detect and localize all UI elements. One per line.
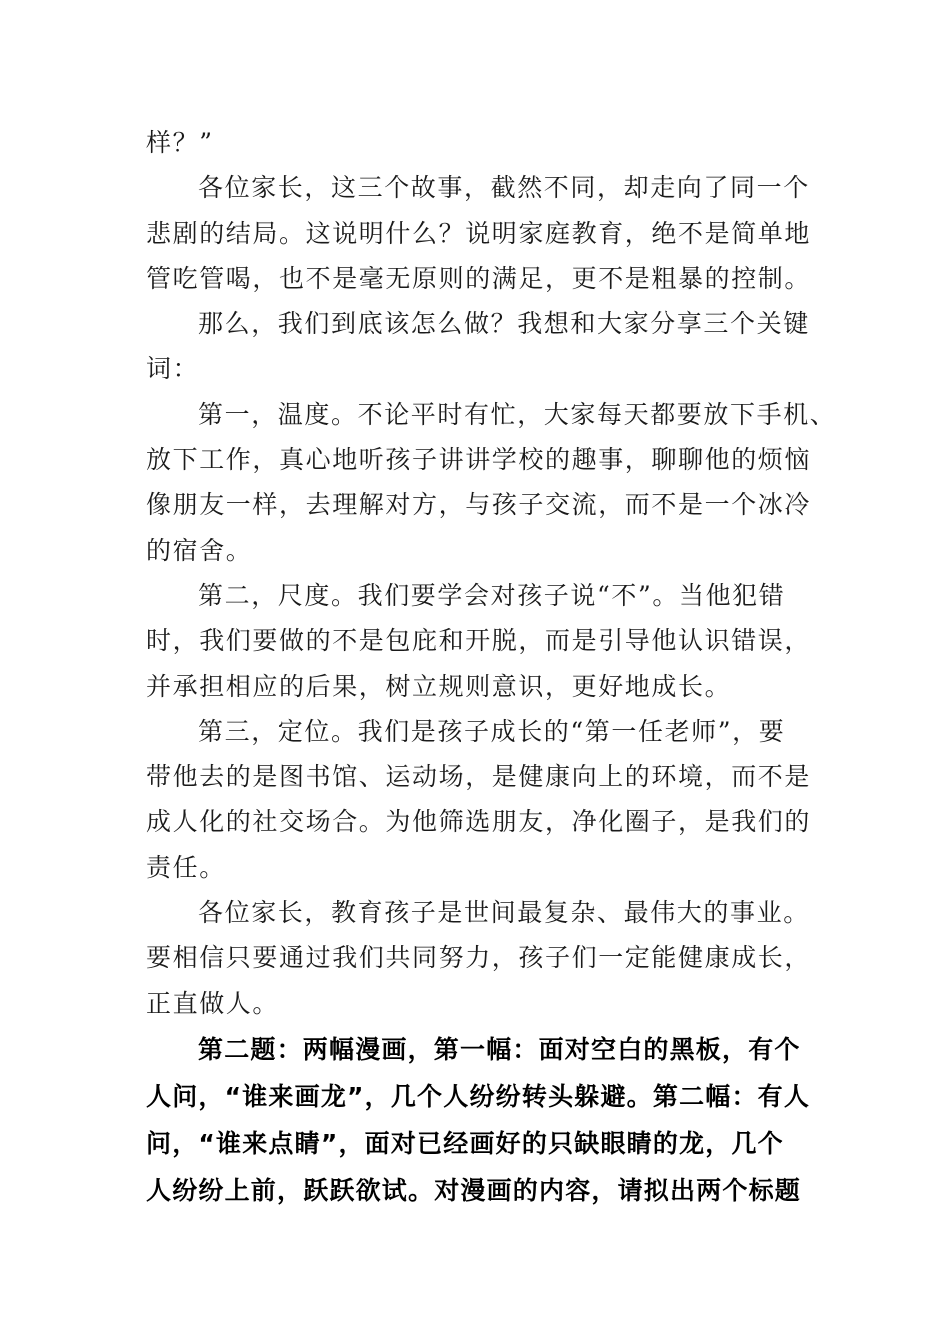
body-text-line: 正直做人。 <box>146 988 280 1018</box>
body-text-line: 时，我们要做的不是包庇和开脱，而是引导他认识错误， <box>146 626 812 656</box>
body-text-line: 各位家长，教育孩子是世间最复杂、最伟大的事业。 <box>198 898 810 928</box>
body-text-line: 带他去的是图书馆、运动场，是健康向上的环境，而不是 <box>146 762 812 792</box>
body-text-line: 放下工作，真心地听孩子讲讲学校的趣事，聊聊他的烦恼 <box>146 445 812 475</box>
body-text-line: 责任。 <box>146 852 226 882</box>
body-text-line: 的宿舍。 <box>146 535 253 565</box>
body-text-line: 管吃管喝，也不是毫无原则的满足，更不是粗暴的控制。 <box>146 263 812 293</box>
question-text-line: 问，“谁来点睛”，面对已经画好的只缺眼睛的龙，几个 <box>146 1128 784 1158</box>
body-text-line: 那么，我们到底该怎么做？我想和大家分享三个关键 <box>198 309 810 339</box>
question-text-line: 第二题：两幅漫画，第一幅：面对空白的黑板，有个 <box>198 1034 801 1064</box>
body-text-line: 第三，定位。我们是孩子成长的“第一任老师”，要 <box>198 716 786 746</box>
question-text-line: 人纷纷上前，跃跃欲试。对漫画的内容，请拟出两个标题 <box>146 1175 802 1205</box>
body-text-line: 样？” <box>146 128 214 157</box>
body-text-line: 第二，尺度。我们要学会对孩子说“不”。当他犯错 <box>198 580 786 610</box>
body-text-line: 要相信只要通过我们共同努力，孩子们一定能健康成长， <box>146 943 812 973</box>
body-text-line: 各位家长，这三个故事，截然不同，却走向了同一个 <box>198 173 810 203</box>
body-text-line: 并承担相应的后果，树立规则意识，更好地成长。 <box>146 671 732 701</box>
document-body <box>146 120 837 1214</box>
question-text-line: 人问，“谁来画龙”，几个人纷纷转头躲避。第二幅：有人 <box>146 1081 811 1111</box>
body-text-line: 悲剧的结局。这说明什么？说明家庭教育，绝不是简单地 <box>146 218 812 248</box>
body-text-line: 第一，温度。不论平时有忙，大家每天都要放下手机、 <box>198 399 837 429</box>
body-text-line: 像朋友一样，去理解对方，与孩子交流，而不是一个冰冷 <box>146 490 812 520</box>
body-text-line: 成人化的社交场合。为他筛选朋友，净化圈子，是我们的 <box>146 807 812 837</box>
body-text-line: 词： <box>146 354 200 384</box>
